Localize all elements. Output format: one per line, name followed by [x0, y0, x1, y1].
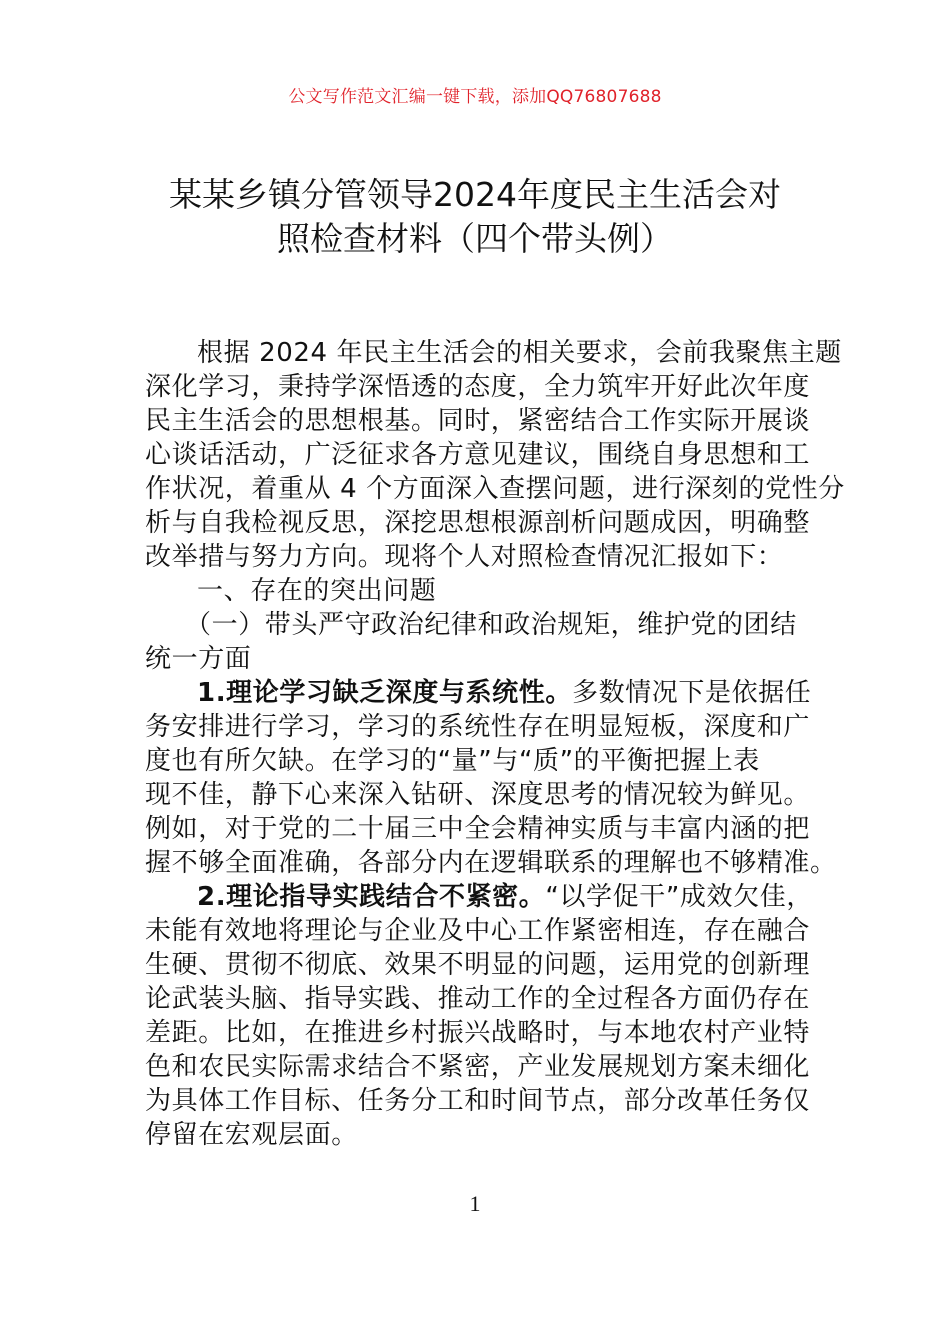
item-2-title: 2.理论指导实践结合不紧密。 — [197, 882, 546, 912]
document-title-line-2: 照检查材料（四个带头例） — [277, 219, 673, 258]
intro-line: 心谈话活动，广泛征求各方意见建议，围绕自身思想和工 — [145, 440, 811, 470]
intro-line: 作状况，着重从 4 个方面深入查摆问题，进行深刻的党性分 — [145, 474, 845, 504]
item-1-line: 务安排进行学习，学习的系统性存在明显短板，深度和广 — [145, 712, 811, 742]
intro-line: 民主生活会的思想根基。同时，紧密结合工作实际开展谈 — [145, 406, 811, 436]
item-2-line: 论武装头脑、指导实践、推动工作的全过程各方面仍存在 — [145, 984, 811, 1014]
item-2-line: 停留在宏观层面。 — [145, 1120, 358, 1150]
item-2-text: “以学促干”成效欠佳， — [545, 882, 813, 912]
document-title-line-1: 某某乡镇分管领导2024年度民主生活会对 — [169, 175, 781, 214]
intro-line: 深化学习，秉持学深悟透的态度，全力筑牢开好此次年度 — [145, 372, 811, 402]
download-banner[interactable] — [0, 84, 950, 110]
item-1-line: 握不够全面准确，各部分内在逻辑联系的理解也不够精准。 — [145, 848, 837, 878]
item-2-line: 为具体工作目标、任务分工和时间节点，部分改革任务仅 — [145, 1086, 811, 1116]
banner-text: 公文写作范文汇编一键下载，添加QQ76807688 — [288, 87, 662, 107]
item-2-line: 色和农民实际需求结合不紧密，产业发展规划方案未细化 — [145, 1052, 811, 1082]
item-1-line: 例如，对于党的二十届三中全会精神实质与丰富内涵的把 — [145, 814, 811, 844]
intro-line: 改举措与努力方向。现将个人对照检查情况汇报如下： — [145, 542, 784, 572]
intro-line: 根据 2024 年民主生活会的相关要求，会前我聚焦主题 — [197, 338, 842, 368]
item-1-title: 1.理论学习缺乏深度与系统性。 — [197, 678, 572, 708]
intro-line: 析与自我检视反思，深挖思想根源剖析问题成因，明确整 — [145, 508, 811, 538]
subsection-heading: （一）带头严守政治纪律和政治规矩，维护党的团结 — [185, 610, 797, 640]
item-1-first-line — [145, 676, 835, 710]
page-number: 1 — [469, 1191, 481, 1216]
item-2-first-line — [145, 880, 835, 914]
item-1-text: 多数情况下是依据任 — [571, 678, 812, 708]
item-2-line: 差距。比如，在推进乡村振兴战略时，与本地农村产业特 — [145, 1018, 811, 1048]
item-1-line: 现不佳，静下心来深入钻研、深度思考的情况较为鲜见。 — [145, 780, 811, 810]
subsection-heading: 统一方面 — [145, 644, 252, 674]
document-body — [145, 336, 845, 1152]
item-1-line: 度也有所欠缺。在学习的“量”与“质”的平衡把握上表 — [145, 746, 760, 776]
item-2-line: 未能有效地将理论与企业及中心工作紧密相连，存在融合 — [145, 916, 811, 946]
section-heading: 一、存在的突出问题 — [197, 576, 437, 606]
item-2-line: 生硬、贯彻不彻底、效果不明显的问题，运用党的创新理 — [145, 950, 811, 980]
